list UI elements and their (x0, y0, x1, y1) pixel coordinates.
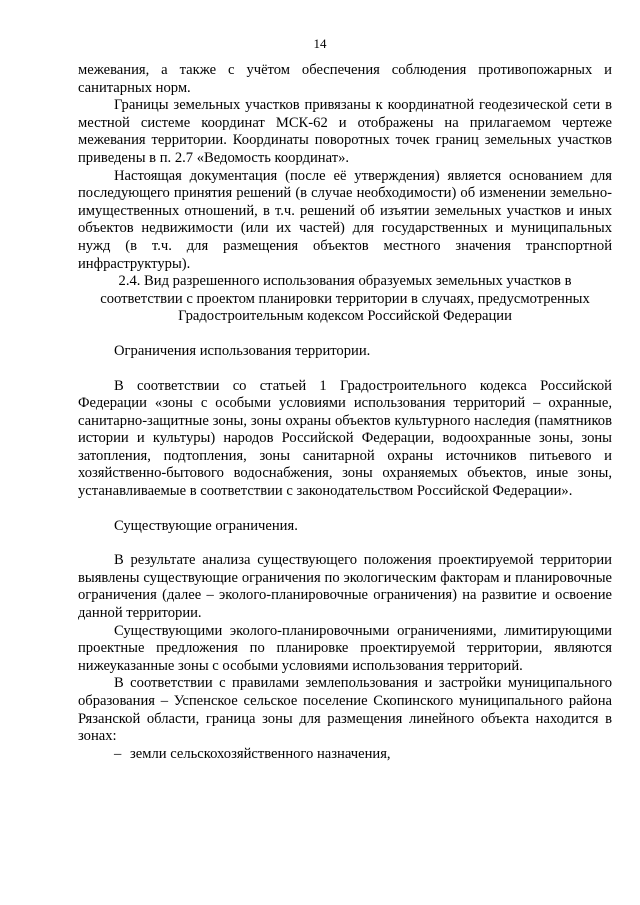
paragraph-code-article: В соответствии со статьей 1 Градостроительного кодекса Российской Федерации «зоны с особыми условиями использования территорий – охранные, санитарно-защитные зоны, зоны охраны объектов культурного наследия (памятников истории и культуры) народов Российской Федерации, водоохранные зоны, зоны затопления, подтопления, зоны санитарной охраны источников питьевого и хозяйственно-бытового водоснабжения, зоны охраняемых объектов, иные зоны, устанавливаемые в соответствии с законодательством Российской Федерации». (78, 377, 612, 500)
section-heading: 2.4. Вид разрешенного использования образуемых земельных участков в соответствии с проектом планировки территории в случаях, предусмотренных Градостроительным кодексом Российской Федерации (100, 273, 590, 325)
list-item-text: земли сельскохозяйственного назначения, (130, 745, 391, 762)
paragraph-limiting-zones: Существующими эколого-планировочными ограничениями, лимитирующими проектные предложения по планировке проектируемой территории, являются нижеуказанные зоны с особыми условиями использования территорий. (78, 622, 612, 674)
paragraph-land-use-rules: В соответствии с правилами землепользования и застройки муниципального образования – Успенское сельское поселение Скопинского муниципального района Рязанской области, граница зоны для размещения линейного объекта находится в зонах: (78, 675, 612, 745)
paragraph-existing-restrictions: Существующие ограничения. (114, 517, 298, 534)
list-dash: – (114, 745, 122, 762)
paragraph-continuation: межевания, а также с учётом обеспечения соблюдения противопожарных и санитарных норм. (78, 62, 612, 96)
paragraph-boundaries: Границы земельных участков привязаны к координатной геодезической сети в местной системе координат МСК-62 и отображены на прилагаемом чертеже межевания территории. Координаты поворотных точек границ земельных участков приведены в п. 2.7 «Ведомость координат». (78, 97, 612, 166)
paragraph-usage-restrictions: Ограничения использования территории. (114, 342, 371, 359)
document-body (78, 62, 612, 763)
page-number: 14 (313, 36, 327, 51)
paragraph-analysis-results: В результате анализа существующего положения проектируемой территории выявлены существующие ограничения по экологическим факторам и планировочные ограничения (далее – эколого-планировочные ограничения) на развитие и освоение данной территории. (78, 552, 612, 622)
paragraph-documentation-basis: Настоящая документация (после её утверждения) является основанием для последующего принятия решений (в случае необходимости) об изменении земельно-имущественных отношений, в т.ч. решений об изъятии земельных участков и иных объектов недвижимости (или их частей) для государственных и муниципальных нужд (в т.ч. для размещения объектов местного значения транспортной инфраструктуры). (78, 167, 612, 272)
list-item (78, 746, 612, 764)
